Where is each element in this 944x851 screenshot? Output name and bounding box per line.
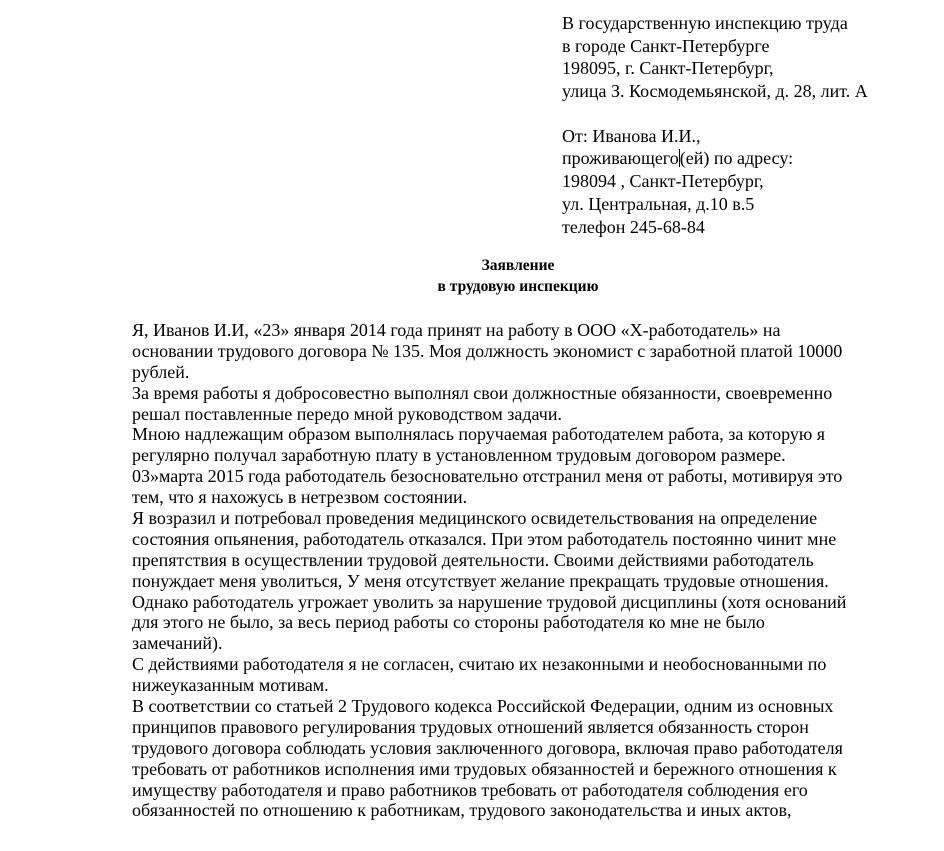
sender-from: От: Иванова И.И., xyxy=(562,125,701,146)
sender-postal: 198094 , Санкт-Петербург, xyxy=(562,171,764,192)
document-body xyxy=(132,320,907,821)
body-line: состояния опьянения, работодатель отказался. При этом работодатель постоянно чинит мне xyxy=(132,528,837,549)
body-line: За время работы я добросовестно выполнял свои должностные обязанности, своевременно xyxy=(132,382,833,403)
sender-residing-prefix: проживающего xyxy=(562,148,679,169)
address-header xyxy=(562,12,932,238)
recipient-line: в городе Санкт-Петербурге xyxy=(562,35,770,56)
body-line: Мною надлежащим образом выполнялась поручаемая работодателем работа, за которую я xyxy=(132,424,826,445)
body-line: обязанностей по отношению к работникам, трудового законодательства и иных актов, xyxy=(132,800,792,821)
body-line: Однако работодатель угрожает уволить за нарушение трудовой дисциплины (хотя оснований xyxy=(132,591,847,612)
sender-residing-suffix: (ей) по адресу: xyxy=(679,148,794,169)
body-line: основании трудового договора № 135. Моя должность экономист с заработной платой 10000 xyxy=(132,340,843,361)
body-line: имуществу работодателя и право работников требовать от работодателя соблюдения его xyxy=(132,779,808,800)
recipient-line: улица З. Космодемьянской, д. 28, лит. А xyxy=(562,81,868,102)
body-line: С действиями работодателя я не согласен, считаю их незаконными и необоснованными по xyxy=(132,654,827,675)
body-line: решал поставленные передо мной руководством задачи. xyxy=(132,403,562,424)
body-line: В соответствии со статьей 2 Трудового кодекса Российской Федерации, одним из основных xyxy=(132,696,834,717)
address-gap xyxy=(562,103,932,125)
body-line: тем, что я нахожусь в нетрезвом состоянии. xyxy=(132,487,468,508)
recipient-line: 198095, г. Санкт-Петербург, xyxy=(562,58,774,79)
body-line: регулярно получал заработную плату в установленном трудовым договором размере. xyxy=(132,445,786,466)
body-line: Я, Иванов И.И, «23» января 2014 года принят на работу в ООО «Х-работодатель» на xyxy=(132,320,781,340)
sender-phone: телефон 245-68-84 xyxy=(562,216,705,237)
body-line: трудового договора соблюдать условия заключенного договора, включая право работодателя xyxy=(132,737,843,758)
sender-residing xyxy=(562,147,932,170)
body-line: нижеуказанным мотивам. xyxy=(132,675,329,696)
body-line: принципов правового регулирования трудовых отношений является обязанность сторон xyxy=(132,716,809,737)
title-line-2: в трудовую инспекцию xyxy=(437,277,599,295)
body-line: понуждает меня уволиться, У меня отсутствует желание прекращать трудовые отношения. xyxy=(132,570,829,591)
body-line: 03»марта 2015 года работодатель безосновательно отстранил меня от работы, мотивируя это xyxy=(132,466,843,487)
body-line: замечаний). xyxy=(132,633,223,654)
title-line-1: Заявление xyxy=(481,257,555,274)
sender-street: ул. Центральная, д.10 в.5 xyxy=(562,193,755,214)
document-title xyxy=(0,256,944,297)
recipient-line: В государственную инспекцию труда xyxy=(562,13,848,33)
body-line: рублей. xyxy=(132,361,190,382)
body-line: требовать от работников исполнения ими трудовых обязанностей и бережного отношения к xyxy=(132,758,837,779)
body-line: препятствия в осуществлении трудовой деятельности. Своими действиями работодатель xyxy=(132,549,814,570)
body-line: для этого не было, за весь период работы со стороны работодателя ко мне не было xyxy=(132,612,765,633)
body-line: Я возразил и потребовал проведения медицинского освидетельствования на определение xyxy=(132,508,818,529)
